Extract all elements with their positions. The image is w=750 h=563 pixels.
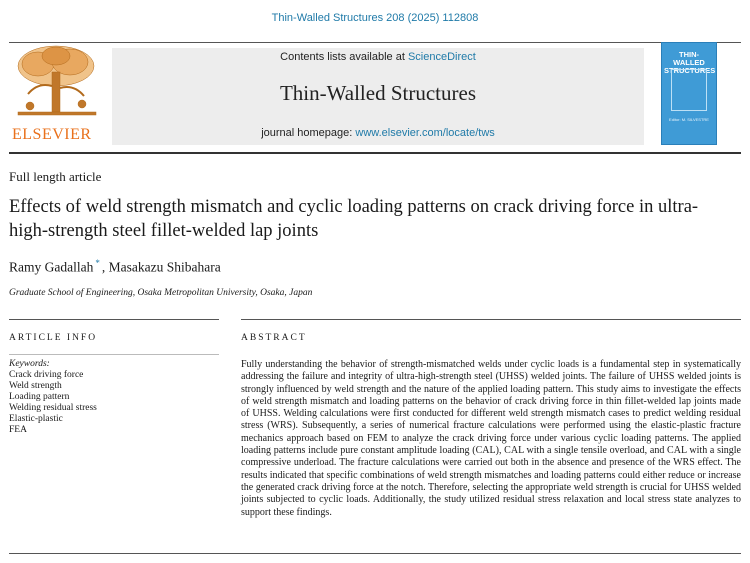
keyword-item: Loading pattern [9, 392, 70, 402]
keyword-item: Crack driving force [9, 370, 84, 380]
journal-masthead [112, 48, 644, 145]
cover-frame [671, 69, 707, 111]
journal-homepage-link[interactable]: www.elsevier.com/locate/tws [355, 127, 495, 139]
affiliation: Graduate School of Engineering, Osaka Metropolitan University, Osaka, Japan [9, 288, 313, 298]
author-name[interactable]: Ramy Gadallah [9, 259, 94, 275]
contents-line [112, 51, 644, 63]
journal-cover-thumbnail[interactable] [661, 42, 717, 145]
journal-citation[interactable]: Thin-Walled Structures 208 (2025) 112808 [271, 12, 479, 24]
info-sub-rule [9, 354, 219, 355]
homepage-prefix: journal homepage: [261, 127, 356, 139]
journal-name[interactable]: Thin-Walled Structures [279, 81, 476, 105]
keywords-label: Keywords: [9, 359, 50, 369]
sciencedirect-link[interactable]: ScienceDirect [407, 51, 476, 63]
top-rule [9, 42, 741, 43]
keyword-item: Elastic-plastic [9, 414, 63, 424]
corresponding-author-mark[interactable]: * [95, 258, 100, 268]
contents-prefix: Contents lists available at [280, 51, 408, 63]
abstract-text: Fully understanding the behavior of strength-mismatched welds under cyclic loads is a fundamental step in systematically addressing the failure and integrity of ultra-high-strength steel (UHSS) welded joints. The failure of UHSS welded joints is strongly influenced by weld strength and the nature of the applied loading pattern. This study aims to investigate the effects of weld strength mismatch and loading patterns on the behavior of crack driving force in thin fillet-welded lap joints made of UHSS. Welding calculations were first conducted for different weld strength mismatch cases to predict welding residual stress (WRS). Subsequently, a series of numerical fracture calculations were performed using the elastic-plastic fracture mechanics approach based on FEM to analyze the crack driving force under various cyclic loading patterns. The applied loading patterns include pure constant amplitude loading (CAL), CAL with a single tensile overload, and CAL with a single compressive underload. The fracture calculations were carried out both in the absence and presence of the WRS effect. The results indicated that specific combinations of weld strength mismatches and loading patterns could either reduce or increase the generated crack driving force at the notch. Therefore, selecting the appropriate weld strength is crucial for UHSS welded joints subjected to cyclic loads. Additionally, the study utilized residual stress relaxation and local stress state analyzes to support these findings. [241, 359, 741, 518]
abstract-rule [241, 319, 741, 320]
info-rule [9, 319, 219, 320]
article-info-heading: ARTICLE INFO [9, 333, 98, 343]
article-type: Full length article [9, 169, 102, 184]
keywords-list [9, 359, 97, 436]
elsevier-wordmark: ELSEVIER [12, 126, 92, 143]
cover-editor: Editor: M. SILVESTRE [669, 117, 709, 122]
homepage-line [112, 127, 644, 139]
keyword-item: Weld strength [9, 381, 62, 391]
cover-title-line1: THIN-WALLED [673, 50, 705, 67]
cover-title-line2: STRUCTURES [664, 66, 716, 75]
article-title: Effects of weld strength mismatch and cyclic loading patterns on crack driving force in ultra-high-strength steel fillet-welded lap joints [9, 197, 699, 241]
abstract-heading: ABSTRACT [241, 333, 307, 343]
keyword-item: Welding residual stress [9, 403, 97, 413]
bottom-rule [9, 553, 741, 554]
elsevier-logo[interactable] [8, 42, 106, 146]
tree-icon [8, 42, 106, 128]
author-list [9, 258, 221, 276]
masthead-rule [9, 152, 741, 154]
keyword-item: FEA [9, 425, 27, 435]
author-name[interactable]: , Masakazu Shibahara [101, 259, 221, 275]
